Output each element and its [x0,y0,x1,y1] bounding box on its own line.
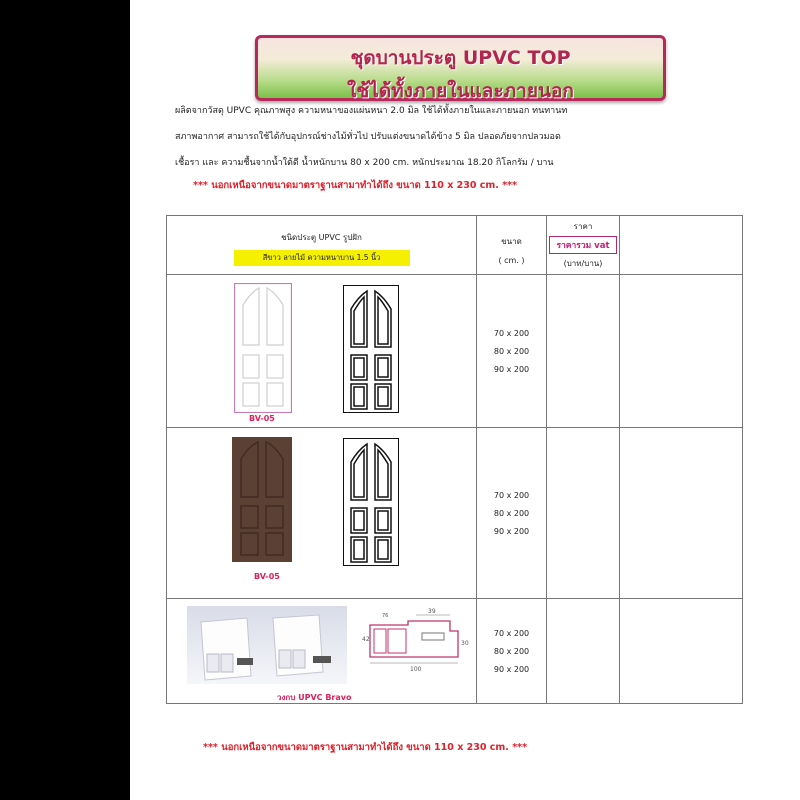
document-page [130,0,800,800]
description-line-2: สภาพอากาศ สามารถใช้ได้กับอุปกรณ์ช่างไม้ทั่วไป ปรับแต่งขนาดได้ข้าง 5 มิล ปลอดภัยจากปลวมอด [175,132,561,142]
size-value: 90 x 200 [493,526,530,536]
dimension-76: 76 [382,613,389,619]
note-bottom: *** นอกเหนือจากขนาดมาตราฐานสามาทำได้ถึง ขนาด 110 x 230 cm. *** [203,742,528,753]
price-vat-box: ราคารวม vat [549,236,616,254]
row1-empty [620,275,743,428]
row3-image-cell [167,599,477,704]
dimension-42: 42 [362,636,370,643]
header-empty-cell [620,216,743,275]
title-banner [255,35,666,101]
row2-empty [620,428,743,599]
size-value: 80 x 200 [493,346,530,356]
product-code: BV-05 [249,414,275,423]
table-row [167,599,743,704]
size-unit: ( cm. ) [498,256,525,265]
description-line-1: ผลิตจากวัสดุ UPVC คุณภาพสูง ความหนาของแผ่นหนา 2.0 มิล ใช้ได้ทั้งภายในและภายนอก ทนทานท [175,106,568,116]
door-type-subtitle: สีขาว ลายไม้ ความหนาบาน 1.5 นิ้ว [234,250,410,266]
row3-empty [620,599,743,704]
door-type-title: ชนิดประตู UPVC รูปฝัก [281,232,362,242]
door-drawing [343,285,399,413]
row2-sizes [477,428,547,599]
header-size-cell [477,216,547,275]
banner-title: ชุดบานประตู UPVC TOP [350,47,571,69]
dimension-39: 39 [428,608,436,615]
size-label: ขนาด [501,237,522,246]
size-value: 90 x 200 [493,664,530,674]
price-label: ราคา [573,222,593,231]
note-top: *** นอกเหนือจากขนาดมาตราฐานสามาทำได้ถึง ขนาด 110 x 230 cm. *** [193,180,518,191]
dimension-100: 100 [410,666,422,673]
row1-price [547,275,620,428]
white-door-photo [234,283,292,413]
row3-price [547,599,620,704]
row2-price [547,428,620,599]
banner-subtitle: ใช้ได้ทั้งภายในและภายนอก [347,80,574,102]
row3-sizes [477,599,547,704]
size-value: 70 x 200 [493,490,530,500]
frame-code: วงกบ UPVC Bravo [277,693,352,702]
table-row [167,428,743,599]
frame-photo [187,606,347,684]
description-line-3: เชื้อรา และ ความชื้นจากน้ำใต้ดี น้ำหนักบาน 80 x 200 cm. หนักประมาณ 18.20 กิโลกรัม / บาน [175,158,554,168]
table-header-row [167,216,743,275]
size-value: 80 x 200 [493,508,530,518]
header-type-cell [167,216,477,275]
size-value: 70 x 200 [493,628,530,638]
row1-image-cell [167,275,477,428]
product-table [166,215,743,704]
header-price-cell [547,216,620,275]
frame-profile-drawing [362,607,474,673]
door-drawing [343,438,399,566]
size-value: 80 x 200 [493,646,530,656]
dimension-30: 30 [461,640,469,647]
size-value: 70 x 200 [493,328,530,338]
row2-image-cell [167,428,477,599]
table-row [167,275,743,428]
brown-door-photo [232,437,292,562]
price-unit: (บาท/บาน) [563,259,603,268]
product-code: BV-05 [254,572,280,581]
row1-sizes [477,275,547,428]
size-value: 90 x 200 [493,364,530,374]
